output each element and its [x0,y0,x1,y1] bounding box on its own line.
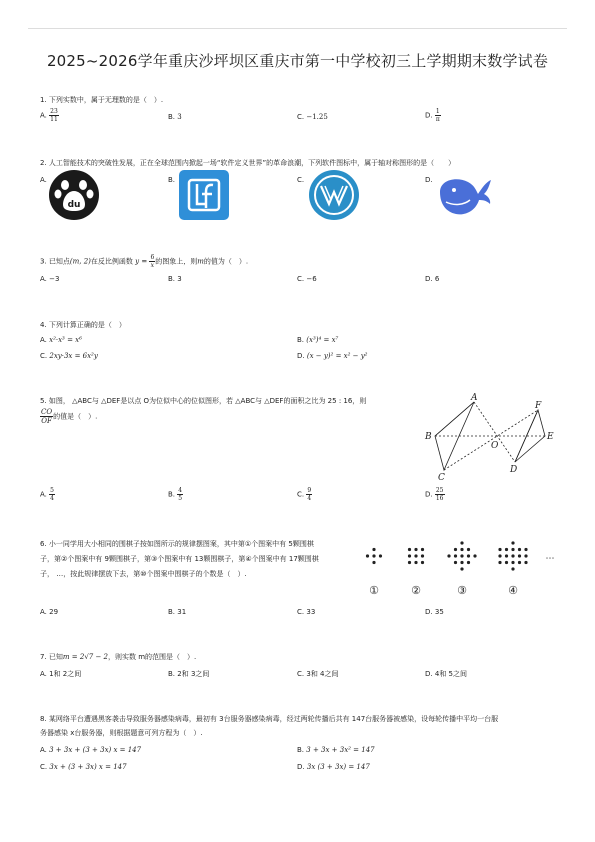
q3-option-d: D. 6 [425,275,440,283]
go-stone [454,548,457,551]
wv-shield-icon [309,170,359,220]
go-stone [372,561,375,564]
q1-a-fraction: $\frac{23}{11}$ [50,108,58,123]
go-stone [518,561,521,564]
q5-option-d: D. $\frac{25}{16}$ [425,487,444,502]
q7-option-b: B. 2和 3之间 [168,670,210,678]
svg-text:B: B [425,432,432,442]
go-stone [414,548,417,551]
go-stone [505,554,508,557]
svg-text:du: du [67,200,81,210]
go-stone [524,561,527,564]
go-stone [498,554,501,557]
q1-option-d: D. $\frac{1}{\pi}$ [425,108,440,123]
go-stone [447,554,450,557]
go-stone [473,554,476,557]
go-stone [460,548,463,551]
go-stone [524,554,527,557]
svg-text:④: ④ [508,584,518,597]
q7-option-d: D. 4和 5之间 [425,670,467,678]
go-stone [518,548,521,551]
go-stone [511,554,514,557]
svg-text:E: E [547,432,554,442]
go-stone [505,561,508,564]
q5-stem: 5. 如图， △ABC与 △DEF是以点 O为位似中心的位似图形，若 △ABC与 △DEF的面积之比为 25 : 16，则 [40,397,367,405]
q3-func-fraction: $\frac{6}{x}$ [150,254,155,269]
q1-stem: 1. 下列实数中，属于无理数的是（ ）. [40,96,164,104]
q8-stem-line1: 8. 某网络平台遭遇黑客袭击导致服务器感染病毒，最初有 3台服务器感染病毒，经过两轮传播后共有 147台服务器被感染，设每轮传播中平均一台服 [40,715,499,723]
baidu-paw-icon [49,170,99,220]
q6-stem-line2: 子，第②个图案中有 9颗围棋子，第③个图案中有 13颗围棋子，第④个图案中有 17颗围棋 [40,555,319,563]
q4-stem: 4. 下列计算正确的是（ ） [40,321,126,329]
go-stone [460,567,463,570]
svg-text:②: ② [411,584,421,597]
go-stone [511,561,514,564]
go-stone [460,541,463,544]
q2-option-a-label: A. [40,176,47,184]
svg-text:O: O [491,441,499,451]
go-stone [518,554,521,557]
q2-option-c-label: C. [297,176,305,184]
q3-stem: 3. 已知点(m, 2)在反比例函数 y = $\frac{6}{x}$ 的图象上，则m的值为（ ）. [40,254,249,269]
q7-option-c: C. 3和 4之间 [297,670,339,678]
q6-option-d: D. 35 [425,608,444,616]
svg-text:A: A [471,393,478,403]
go-stone [524,548,527,551]
go-stone [454,554,457,557]
go-stone [498,548,501,551]
q4-option-d: D. (x − y)² = x² − y² [297,352,368,360]
q6-option-a: A. 29 [40,608,59,616]
go-stone [511,567,514,570]
svg-text:C: C [438,473,445,483]
svg-text:①: ① [369,584,379,597]
q6-option-b: B. 31 [168,608,187,616]
go-stone [414,554,417,557]
q2-option-d-label: D. [425,176,433,184]
q8-option-b: B. 3 + 3x + 3x² = 147 [297,746,375,754]
q5-option-c: C. $\frac{9}{4}$ [297,487,312,502]
q1-d-fraction: $\frac{1}{\pi}$ [435,108,440,123]
q5-option-b: B. $\frac{4}{5}$ [168,487,183,502]
q1-option-b: B. 3 [168,113,182,121]
go-stone [505,548,508,551]
q6-stem-line1: 6. 小一同学用大小相同的围棋子按如图所示的规律摆图案，其中第①个图案中有 5颗围棋 [40,540,314,548]
go-stone [498,561,501,564]
q4-option-a: A. x²·x³ = x⁶ [40,336,82,344]
page-title: 2025~2026学年重庆沙坪坝区重庆市第一中学校初三上学期期末数学试卷 [46,52,549,70]
q2-stem: 2. 人工智能技术的突破性发展，正在全球范围内掀起一场“软件定义世界”的革命浪潮，下列软件图标中，属于轴对称图形的是（ ） [40,159,456,167]
go-stone [467,554,470,557]
go-stone [414,561,417,564]
q4-option-b: B. (x³)⁴ = x⁷ [297,336,339,344]
q8-option-d: D. 3x (3 + 3x) = 147 [297,763,370,771]
svg-text:D: D [510,465,518,475]
q2-option-b-label: B. [168,176,176,184]
go-stone [454,561,457,564]
q7-option-a: A. 1和 2之间 [40,670,82,678]
q1-option-a: A. $\frac{23}{11}$ [40,108,58,123]
go-stone [408,548,411,551]
q8-option-a: A. 3 + 3x + (3 + 3x) x = 147 [40,746,142,754]
go-stone [511,548,514,551]
q8-stem-line2: 务器感染 x台服务器，则根据题意可列方程为（ ）. [40,729,203,737]
whale-icon [436,170,494,220]
go-stone [372,548,375,551]
q7-stem: 7. 已知m = 2√7 − 2，则实数 m的范围是（ ）. [40,653,197,661]
q3-option-a: A. −3 [40,275,60,283]
q5-stem-2: $\frac{CO}{OF}$ 的值是（ ）. [41,408,98,425]
top-rule [28,28,567,29]
go-stone [372,554,375,557]
q6-go-stones-figure [360,530,560,600]
go-stone [460,554,463,557]
go-stone [421,554,424,557]
go-stone [467,548,470,551]
q1-option-c: C. −1.25 [297,113,328,121]
go-stone [511,541,514,544]
q5-ratio-fraction: $\frac{CO}{OF}$ [41,408,53,425]
go-stone [408,561,411,564]
q5-option-a: A. $\frac{5}{4}$ [40,487,54,502]
q3-option-c: C. −6 [297,275,317,283]
q4-option-c: C. 2xy·3x = 6x²y [40,352,98,360]
q6-stem-line3: 子， …，按此规律摆放下去，第⑩个图案中围棋子的个数是（ ）. [40,570,247,578]
svg-text:③: ③ [457,584,467,597]
go-stone [467,561,470,564]
svg-text:F: F [535,401,542,411]
svg-text:⋯: ⋯ [545,554,555,564]
go-stone [421,561,424,564]
q6-option-c: C. 33 [297,608,316,616]
go-stone [460,561,463,564]
lf-app-icon [179,170,229,220]
q5-similar-triangles-figure [420,390,560,485]
go-stone [408,554,411,557]
go-stone [366,554,369,557]
q8-option-c: C. 3x + (3 + 3x) x = 147 [40,763,127,771]
q3-option-b: B. 3 [168,275,182,283]
go-stone [421,548,424,551]
go-stone [379,554,382,557]
